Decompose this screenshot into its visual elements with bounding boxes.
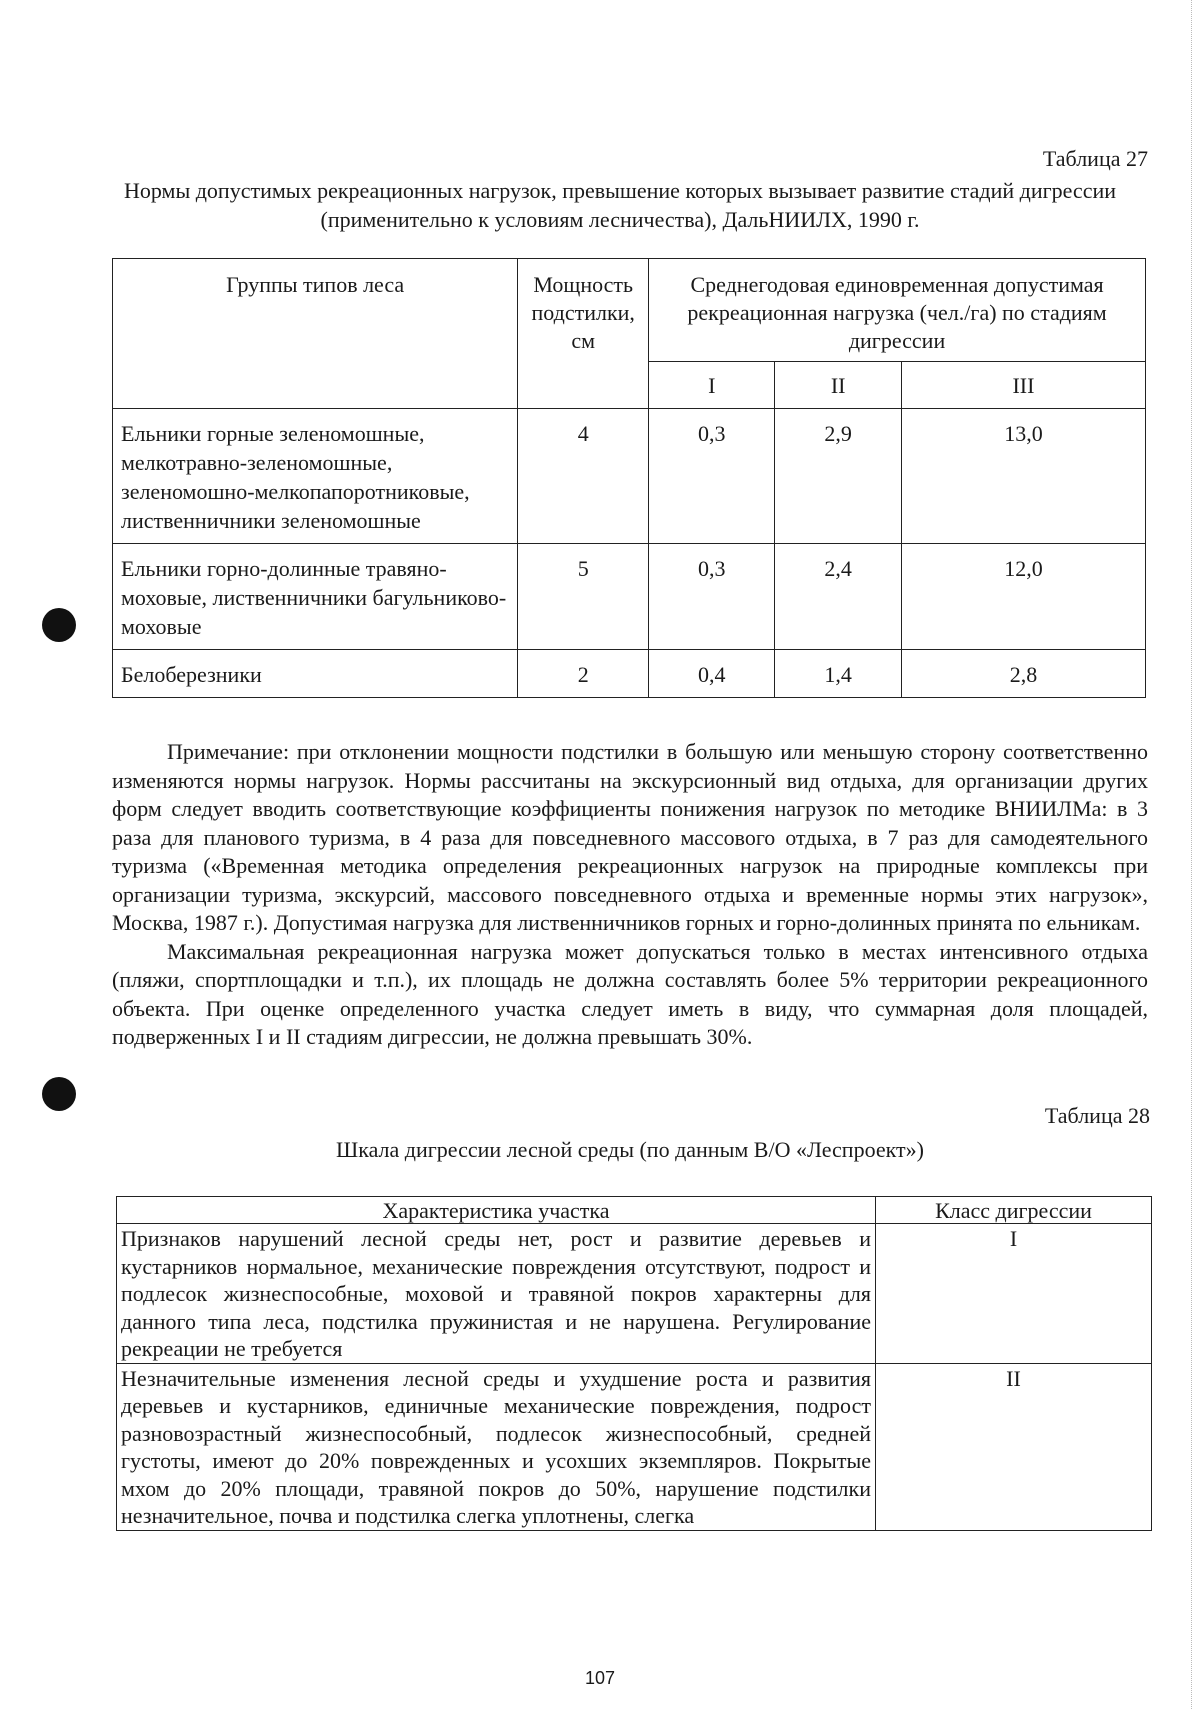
punch-hole	[42, 1077, 76, 1111]
cell-stage-3: 2,8	[901, 650, 1145, 698]
table28	[116, 1196, 1152, 1531]
cell-characteristic: Незначительные изменения лесной среды и ухудшение роста и развития деревьев и кустарников, единичные механические повреждения, подрост разновозрастный жизнеспособный, подлесок жизнеспособный, средней густоты, имеют до 20% поврежденных и усохших экземпляров. Покрытые мхом до 20% площади, травяной покров до 50%, нарушение подстилки незначительное, почва и подстилка слегка уплотнены, слегка	[117, 1363, 876, 1530]
scan-edge	[1190, 0, 1192, 1709]
table-row	[117, 1363, 1152, 1530]
note-text	[112, 738, 1148, 1052]
table-row	[113, 409, 1146, 544]
header-digression-class: Класс дигрессии	[876, 1197, 1152, 1224]
table-row	[113, 650, 1146, 698]
cell-litter: 4	[518, 409, 649, 544]
header-stage-2: II	[775, 362, 901, 409]
cell-stage-2: 2,4	[775, 544, 901, 650]
note-paragraph: Максимальная рекреационная нагрузка может допускаться только в местах интенсивного отдыха (пляжи, спортплощадки и т.п.), их площадь не должна составлять более 5% территории рекреационного объекта. При оценке определенного участка следует иметь в виду, что суммарная доля площадей, подверженных I и II стадиям дигрессии, не должна превышать 30%.	[112, 938, 1148, 1049]
table-row	[117, 1224, 1152, 1364]
cell-class: I	[876, 1224, 1152, 1364]
note-paragraph: Примечание: при отклонении мощности подстилки в большую или меньшую сторону соответственно изменяются нормы нагрузок. Нормы рассчитаны на экскурсионный вид отдыха, для организации других форм следует вводить соответствующие коэффициенты понижения нагрузок по методике ВНИИЛМа: в 3 раза для планового туризма, в 4 раза для повседневного массового отдыха, в 7 раз для самодеятельного туризма («Временная методика определения рекреационных нагрузок на природные комплексы при организации туризма, экскурсий, массового повседневного отдыха и временные нормы этих нагрузок», Москва, 1987 г.). Допустимая нагрузка для лиственничников горных и горно-долинных принята по ельникам.	[112, 739, 1148, 935]
page-number: 107	[584, 1668, 616, 1688]
cell-forest-group: Ельники горные зеленомошные, мелкотравно-зеленомошные, зеленомошно-мелкопапоротниковые, лиственничники зеленомошные	[113, 409, 518, 544]
table28-label: Таблица 28	[1044, 1103, 1150, 1128]
cell-stage-3: 12,0	[901, 544, 1145, 650]
table27-label: Таблица 27	[1042, 146, 1148, 171]
header-forest-groups: Группы типов леса	[113, 259, 518, 409]
cell-stage-1: 0,3	[649, 544, 775, 650]
cell-stage-1: 0,4	[649, 650, 775, 698]
cell-stage-2: 2,9	[775, 409, 901, 544]
header-litter-thickness: Мощность подстилки, см	[518, 259, 649, 409]
cell-litter: 5	[518, 544, 649, 650]
table-row	[113, 544, 1146, 650]
punch-hole	[42, 608, 76, 642]
table27	[112, 258, 1146, 698]
header-stage-3: III	[901, 362, 1145, 409]
cell-stage-2: 1,4	[775, 650, 901, 698]
cell-stage-1: 0,3	[649, 409, 775, 544]
header-stage-1: I	[649, 362, 775, 409]
table28-title: Шкала дигрессии лесной среды (по данным В/О «Леспроект»)	[336, 1137, 924, 1162]
cell-forest-group: Белоберезники	[113, 650, 518, 698]
cell-characteristic: Признаков нарушений лесной среды нет, рост и развитие деревьев и кустарников нормальное, механические повреждения отсутствуют, подрост и подлесок жизнеспособные, моховой и травяной покров характерны для данного типа леса, подстилка пружинистая и не нарушена. Регулирование рекреации не требуется	[117, 1224, 876, 1364]
header-recreational-load: Среднегодовая единовременная допустимая рекреационная нагрузка (чел./га) по стадиям дигрессии	[649, 259, 1146, 362]
cell-litter: 2	[518, 650, 649, 698]
table27-title: Нормы допустимых рекреационных нагрузок, превышение которых вызывает развитие стадий дигрессии (применительно к условиям лесничества), ДальНИИЛХ, 1990 г.	[123, 178, 1117, 232]
cell-forest-group: Ельники горно-долинные травяно-моховые, лиственничники багульниково-моховые	[113, 544, 518, 650]
cell-stage-3: 13,0	[901, 409, 1145, 544]
header-characteristic: Характеристика участка	[117, 1197, 876, 1224]
cell-class: II	[876, 1363, 1152, 1530]
